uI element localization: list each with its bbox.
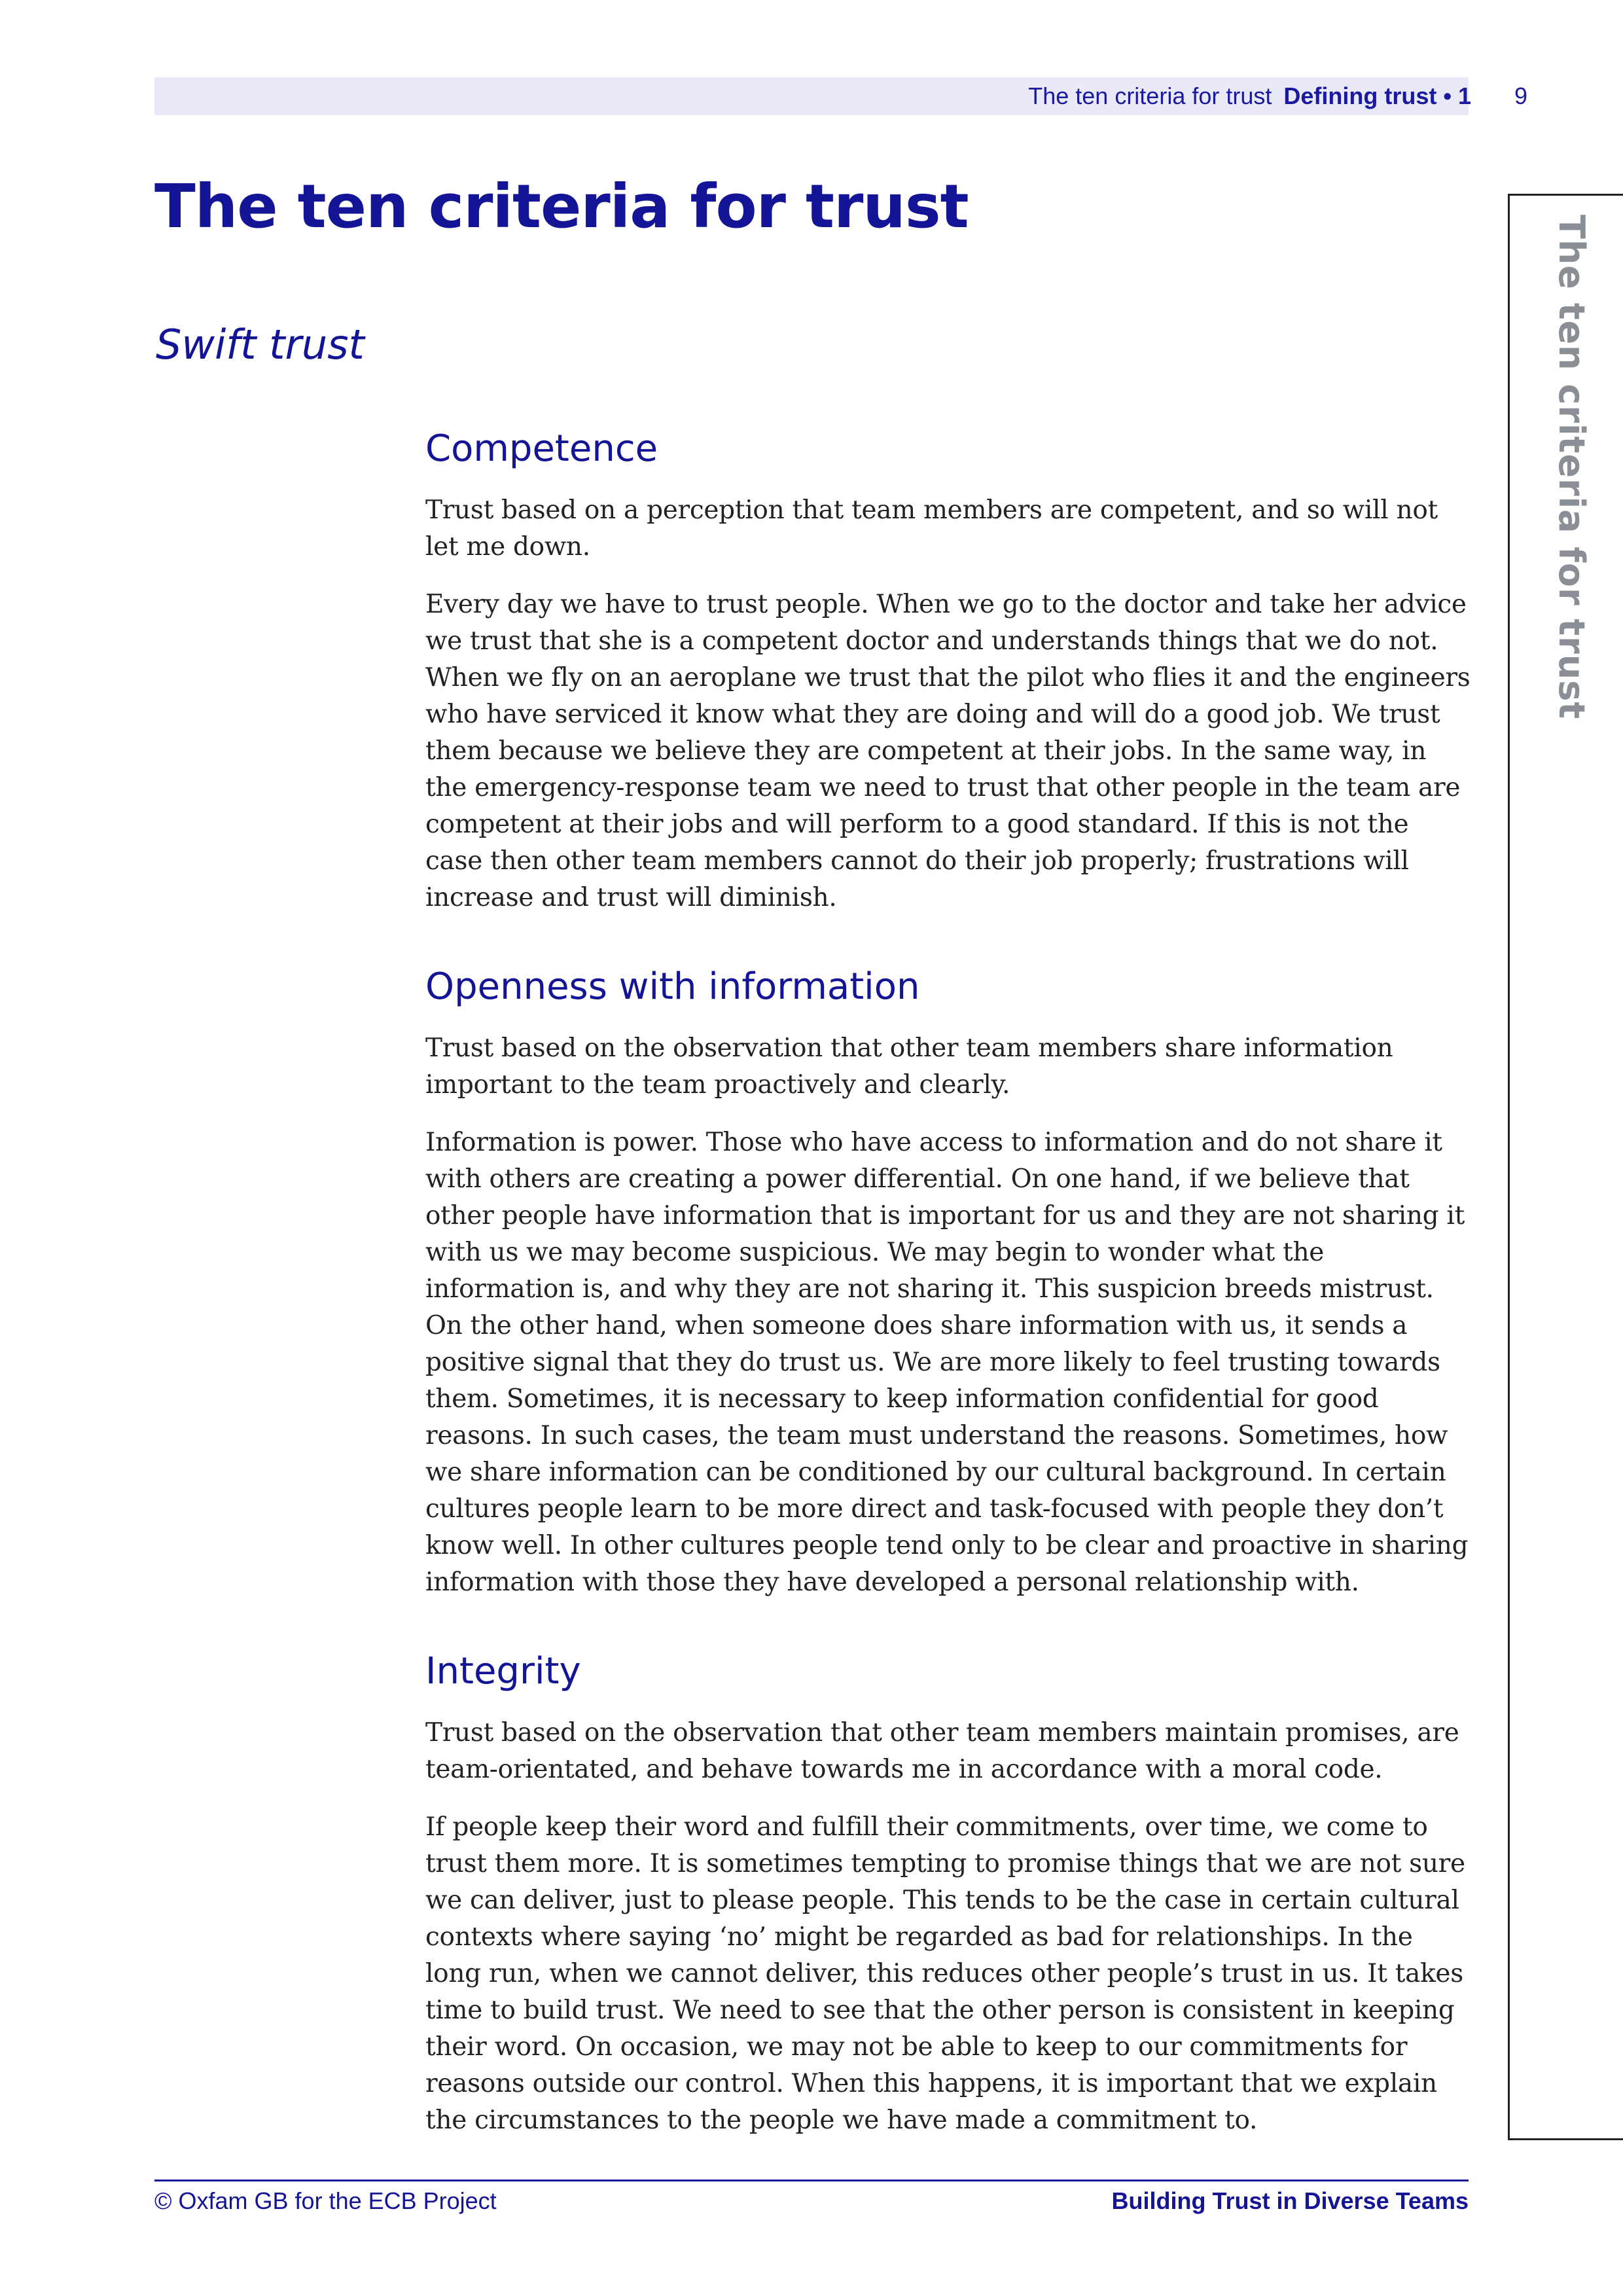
section-definition: Trust based on a perception that team members are competent, and so will not let me down. bbox=[425, 495, 1438, 562]
section-competence bbox=[425, 425, 1472, 916]
section-body: Every day we have to trust people. When we go to the doctor and take her advice we trust that she is a competent doctor and understands things that we do not. When we fly on an aeroplane we trust that the pilot who flies it and the engineers who have serviced it know what they are doing and will do a good job. We trust them because we believe they are competent at their jobs. In the same way, in the emergency-response team we need to trust that other people in the team are competent at their jobs and will perform to a good standard. If this is not the case then other team members cannot do their job properly; frustrations will increase and trust will diminish. bbox=[425, 590, 1471, 912]
section-heading: Openness with information bbox=[425, 965, 920, 1008]
side-tab-label: The ten criteria for trust bbox=[1551, 215, 1592, 720]
section-definition: Trust based on the observation that other team members maintain promises, are team-orientated, and behave towards me in accordance with a moral code. bbox=[425, 1718, 1459, 1784]
section-body: If people keep their word and fulfill their commitments, over time, we come to trust them more. It is sometimes tempting to promise things that we are not sure we can deliver, just to please people. This tends to be the case in certain cultural contexts where saying ‘no’ might be regarded as bad for relationships. In the long run, when we cannot deliver, this reduces other people’s trust in us. It takes time to build trust. We need to see that the other person is consistent in keeping their word. On occasion, we may not be able to keep to our commitments for reasons outside our control. When this happens, it is important that we explain the circumstances to the people we have made a commitment to. bbox=[425, 1812, 1465, 2135]
section-openness bbox=[425, 963, 1472, 1601]
section-definition: Trust based on the observation that other team members share information important to the team proactively and clearly. bbox=[425, 1033, 1393, 1100]
footer-copyright: © Oxfam GB for the ECB Project bbox=[154, 2187, 497, 2214]
page-title: The ten criteria for trust bbox=[154, 171, 969, 242]
section-subtitle: Swift trust bbox=[156, 321, 365, 368]
header-chapter-label: Defining trust • 1 bbox=[1283, 82, 1471, 109]
page-number: 9 bbox=[1514, 82, 1528, 109]
section-heading: Integrity bbox=[425, 1650, 581, 1693]
section-integrity bbox=[425, 1648, 1472, 2139]
running-header bbox=[1028, 77, 1471, 115]
section-heading: Competence bbox=[425, 427, 658, 470]
section-body: Information is power. Those who have access to information and do not share it with others are creating a power differential. On one hand, if we believe that other people have information that is important for us and they are not sharing it with us we may become suspicious. We may begin to wonder what the information is, and why they are not sharing it. This suspicion breeds mistrust. On the other hand, when someone does share information with us, it sends a positive signal that they do trust us. We are more likely to feel trusting towards them. Sometimes, it is necessary to keep information confidential for good reasons. In such cases, the team must understand the reasons. Sometimes, how we share information can be conditioned by our cultural background. In certain cultures people learn to be more direct and task-focused with people they don’t know well. In other cultures people tend only to be clear and proactive in sharing information with those they have developed a personal relationship with. bbox=[425, 1128, 1469, 1597]
footer-rule bbox=[154, 2179, 1469, 2181]
header-section-label: The ten criteria for trust bbox=[1028, 82, 1272, 109]
main-content bbox=[425, 425, 1472, 2186]
footer-publication-title: Building Trust in Diverse Teams bbox=[1111, 2187, 1469, 2214]
